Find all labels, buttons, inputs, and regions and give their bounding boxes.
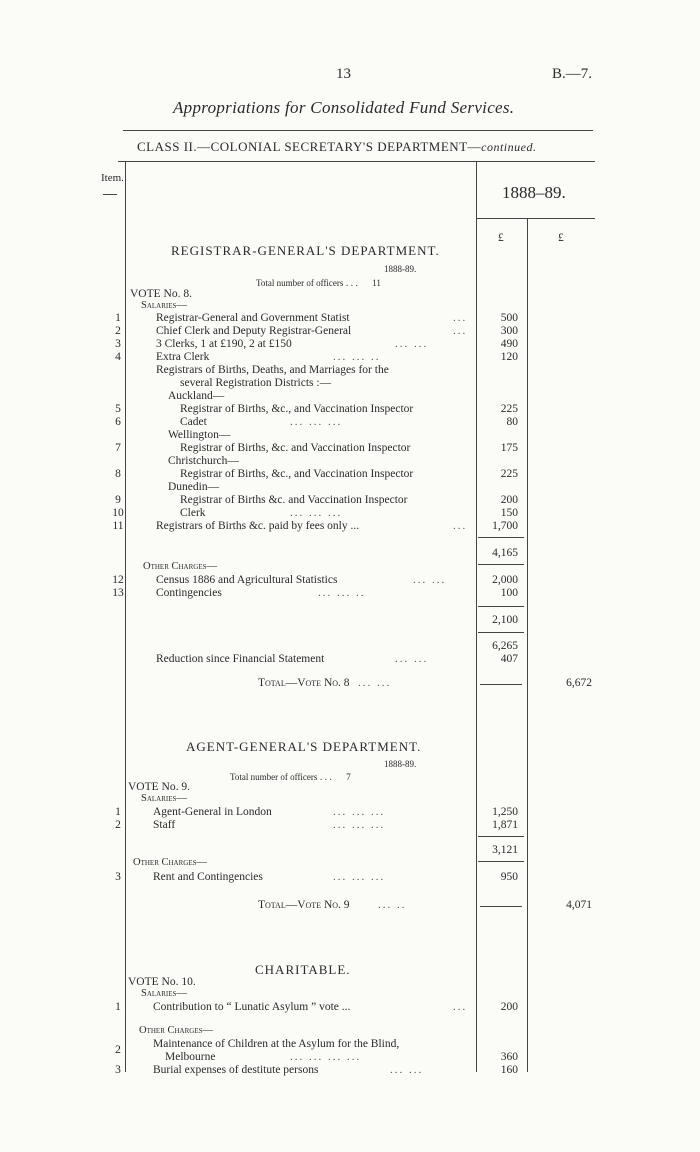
subtotal-amount: 6,265 [492, 640, 518, 652]
series-number: B.—7. [552, 66, 593, 82]
line-item: several Registration Districts :— [180, 377, 332, 389]
column-rule [125, 162, 126, 1072]
amount: 490 [500, 338, 518, 350]
amount: 500 [500, 312, 518, 324]
item-number: 1 [115, 312, 121, 324]
divider [123, 130, 593, 131]
vote-number: VOTE No. 8. [130, 288, 192, 300]
line-item: Cadet [180, 416, 207, 428]
amount: 1,871 [492, 819, 518, 831]
line-item: Registrar of Births, &c., and Vaccination Inspector [180, 403, 414, 415]
item-number: 8 [115, 468, 121, 480]
amount: 950 [500, 871, 518, 883]
item-number: 11 [112, 520, 124, 532]
amount: 1,250 [492, 806, 518, 818]
column-rule [476, 162, 477, 1072]
sum-rule [478, 537, 524, 538]
line-item: Staff [153, 819, 176, 831]
leader-dots: ... [453, 312, 468, 324]
amount: 175 [500, 442, 518, 454]
total-dash [480, 684, 522, 685]
line-item: Chief Clerk and Deputy Registrar-General [156, 325, 352, 337]
item-number: 3 [115, 338, 121, 350]
subtotal-amount: 2,100 [492, 614, 518, 626]
line-item: Burial expenses of destitute persons [153, 1064, 319, 1076]
amount: 2,000 [492, 574, 518, 586]
line-item: Registrar of Births &c. and Vaccination Inspector [180, 494, 408, 506]
amount: 300 [500, 325, 518, 337]
line-item: Census 1886 and Agricultural Statistics [156, 574, 338, 586]
officers-count: Total number of officers ... 11 [256, 277, 381, 289]
leader-dots: ... ... ... ... [290, 1051, 362, 1063]
line-item: Clerk [180, 507, 206, 519]
line-item: Agent-General in London [153, 806, 272, 818]
line-item: Extra Clerk [156, 351, 210, 363]
item-number: 1 [115, 1001, 121, 1013]
item-number: 4 [115, 351, 121, 363]
year-header: 1888–89. [502, 183, 566, 202]
column-rule [527, 218, 528, 1072]
other-charges-heading: Other Charges— [143, 561, 217, 572]
district-label: Wellington— [168, 429, 231, 441]
officers-count: Total number of officers ... 7 [230, 771, 351, 783]
sum-rule [478, 836, 524, 837]
item-number: 2 [115, 1044, 121, 1056]
item-number: 7 [115, 442, 121, 454]
item-number: 5 [115, 403, 121, 415]
page-title: Appropriations for Consolidated Fund Services. [173, 98, 515, 117]
subtotal-amount: 4,165 [492, 547, 518, 559]
reduction-amount: 407 [500, 653, 518, 665]
line-item: Rent and Contingencies [153, 871, 263, 883]
leader-dots: ... ... [358, 677, 392, 689]
item-rule [103, 194, 117, 195]
pound-sign: £ [498, 232, 504, 244]
salaries-heading: Salaries— [141, 300, 187, 311]
leader-dots: ... ... [395, 653, 429, 665]
line-item: Registrars of Births &c. paid by fees only ... [156, 520, 360, 532]
amount: 150 [500, 507, 518, 519]
leader-dots: ... ... ... [333, 871, 386, 883]
sum-rule [478, 861, 524, 862]
line-item: Registrar of Births, &c. and Vaccination Inspector [180, 442, 411, 454]
other-charges-heading: Other Charges— [139, 1025, 213, 1036]
leader-dots: ... .. [378, 899, 407, 911]
item-number: 3 [115, 1064, 121, 1076]
leader-dots: ... ... [395, 338, 429, 350]
salaries-heading: Salaries— [141, 793, 187, 804]
leader-dots: ... [453, 325, 468, 337]
salaries-heading: Salaries— [141, 988, 187, 999]
total-amount: 6,672 [566, 677, 592, 689]
line-item: Maintenance of Children at the Asylum for the Blind, [153, 1038, 400, 1050]
amount: 80 [506, 416, 518, 428]
item-number: 2 [115, 325, 121, 337]
amount: 225 [500, 403, 518, 415]
line-item: Registrar-General and Government Statist [156, 312, 350, 324]
leader-dots: ... ... ... [333, 819, 386, 831]
sum-rule [478, 564, 524, 565]
line-item: Melbourne [165, 1051, 216, 1063]
subtotal-amount: 3,121 [492, 844, 518, 856]
amount: 160 [500, 1064, 518, 1076]
line-item: Registrars of Births, Deaths, and Marriages for the [156, 364, 389, 376]
leader-dots: ... ... ... [290, 416, 343, 428]
amount: 120 [500, 351, 518, 363]
officers-year: 1888-89. [384, 264, 417, 274]
item-header: Item. [101, 172, 124, 184]
line-item: Contribution to “ Lunatic Asylum ” vote ... [153, 1001, 351, 1013]
item-number: 10 [112, 507, 124, 519]
item-number: 9 [115, 494, 121, 506]
leader-dots: ... ... .. [333, 351, 381, 363]
amount: 360 [500, 1051, 518, 1063]
amount: 200 [500, 494, 518, 506]
total-label: Total—Vote No. 9 [258, 899, 350, 911]
district-label: Auckland— [168, 390, 225, 402]
leader-dots: ... ... ... [290, 507, 343, 519]
year-rule [476, 218, 595, 219]
officers-year: 1888-89. [384, 759, 417, 769]
district-label: Christchurch— [168, 455, 239, 467]
total-dash [480, 906, 522, 907]
amount: 225 [500, 468, 518, 480]
other-charges-heading: Other Charges— [133, 857, 207, 868]
section-title: REGISTRAR-GENERAL'S DEPARTMENT. [171, 243, 440, 258]
leader-dots: ... [453, 1001, 468, 1013]
class-heading: CLASS II.—COLONIAL SECRETARY'S DEPARTMENT—continued. [137, 139, 537, 154]
amount: 100 [500, 587, 518, 599]
item-number: 13 [112, 587, 124, 599]
amount: 200 [500, 1001, 518, 1013]
leader-dots: ... ... .. [318, 587, 366, 599]
district-label: Dunedin— [168, 481, 220, 493]
reduction-label: Reduction since Financial Statement [156, 653, 325, 665]
sum-rule [478, 606, 524, 607]
leader-dots: ... [453, 520, 468, 532]
line-item: Registrar of Births, &c., and Vaccination Inspector [180, 468, 414, 480]
leader-dots: ... ... ... [333, 806, 386, 818]
amount: 1,700 [492, 520, 518, 532]
section-title: CHARITABLE. [255, 962, 351, 977]
item-number: 2 [115, 819, 121, 831]
vote-number: VOTE No. 9. [128, 781, 190, 793]
leader-dots: ... ... [413, 574, 447, 586]
section-title: AGENT-GENERAL'S DEPARTMENT. [186, 739, 422, 754]
leader-dots: ... ... [390, 1064, 424, 1076]
page-number: 13 [336, 66, 351, 82]
line-item: Contingencies [156, 587, 222, 599]
total-amount: 4,071 [566, 899, 592, 911]
line-item: 3 Clerks, 1 at £190, 2 at £150 [156, 338, 292, 350]
item-number: 3 [115, 871, 121, 883]
item-number: 12 [112, 574, 124, 586]
divider [118, 161, 595, 162]
total-label: Total—Vote No. 8 [258, 677, 350, 689]
pound-sign: £ [558, 232, 564, 244]
sum-rule [478, 632, 524, 633]
vote-number: VOTE No. 10. [128, 976, 196, 988]
item-number: 6 [115, 416, 121, 428]
item-number: 1 [115, 806, 121, 818]
